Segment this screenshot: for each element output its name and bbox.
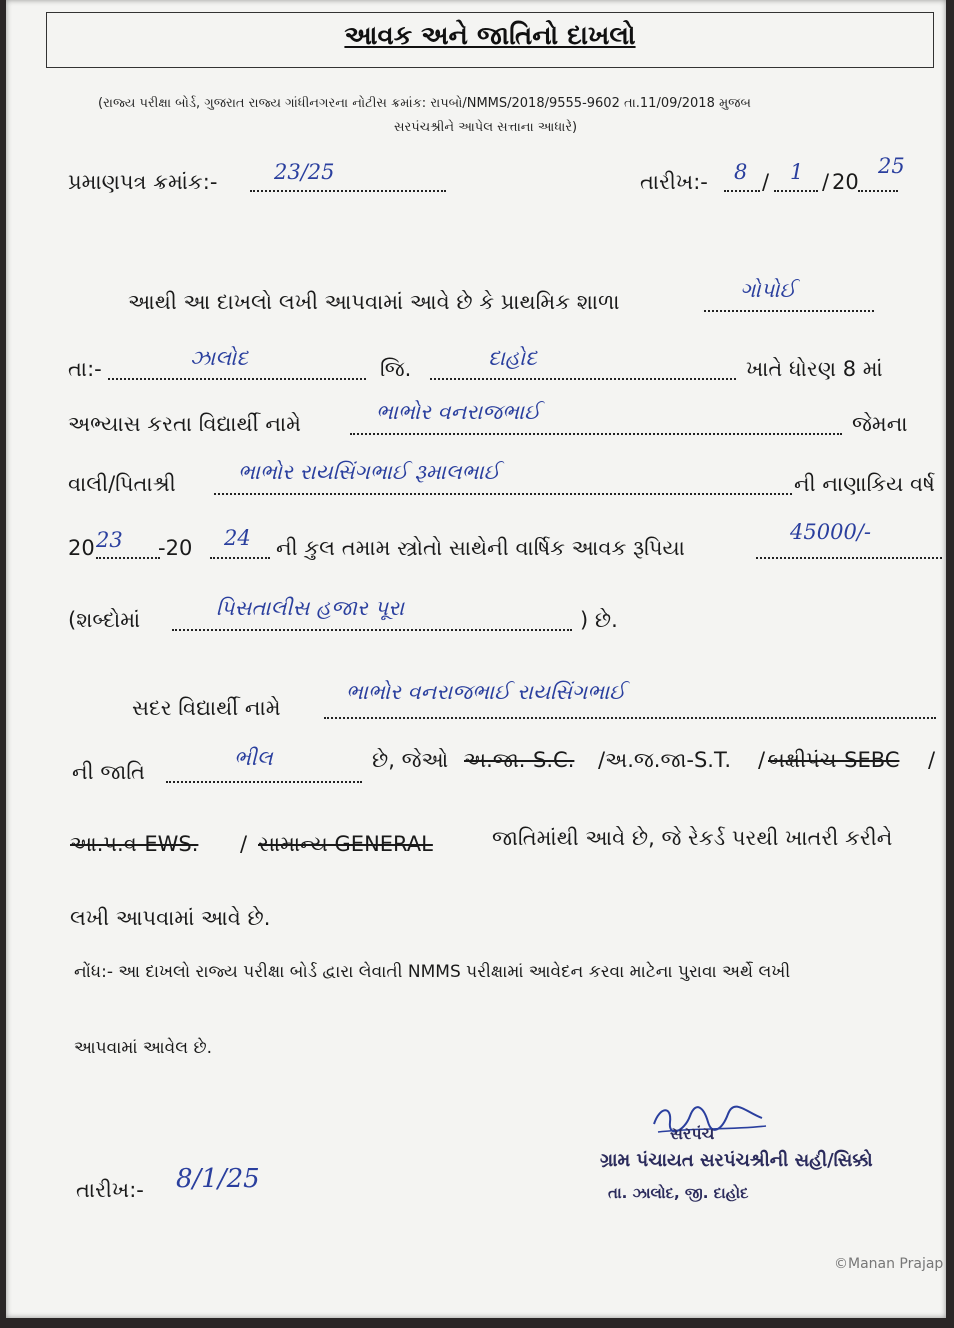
cert-number-dots [250,190,446,192]
income-words-dots [172,629,572,631]
income-words: પિસતાલીસ હજાર પૂરા [216,596,405,620]
district-dots [430,378,736,380]
year-prefix-1: 20 [68,536,95,560]
student-name: ભાભોર વનરાજભાઈ [376,400,541,424]
stamp-line-1: ગ્રામ પંચાયત સરપંચશ્રીની સહી/સિક્કો [600,1150,873,1171]
body-line-1: આથી આ દાખલો લખી આપવામાં આવે છે કે પ્રાથમિક શાળા [128,290,620,314]
body-line-4-tail: ની નાણાકિય વર્ષ [794,472,935,496]
category-st: /અ.જ.જા-S.T. [598,748,731,772]
school-dots [704,310,874,312]
taluka-label: તા:- [68,357,102,381]
year-2-dots [210,557,270,559]
cert-number-label: પ્રમાણપત્ર ક્રમાંક:- [68,170,218,194]
caste-label: ની જાતિ [72,760,145,784]
district-value: દાહોદ [488,346,537,370]
category-sc: અ.જા.-S.C. [464,748,575,772]
caste-dots [166,781,362,783]
body-line-10: લખી આપવામાં આવે છે. [70,906,271,930]
student-full-dots [324,717,936,719]
category-general: સામાન્ય GENERAL [258,832,433,856]
title-box [46,12,934,68]
body-line-9-tail: જાતિમાંથી આવે છે, જે રેકર્ડ પરથી ખાતરી કરીને [492,826,893,850]
note-line-2: આપવામાં આવેલ છે. [74,1038,212,1058]
body-line-8-che: છે, જેઓ [372,748,449,772]
body-line-7: સદર વિદ્યાર્થી નામે [132,696,281,720]
words-open: (શબ્દોમાં [68,608,141,632]
body-line-3-tail: જેમના [852,412,908,436]
stamp-title: સરપંચ [670,1124,715,1143]
date-label: તારીખ:- [640,170,708,194]
watermark: ©Manan Prajap [834,1256,944,1272]
certificate-page: આવક અને જાતિનો દાખલો (રાજ્ય પરીક્ષા બોર્ડ, ગુજરાત રાજ્ય ગાંધીનગરના નોટીસ ક્રમાંક: રાપબો/NMMS/2018/9555-9602 તા.11/09/2018 મુજબ સરપંચશ્રીને આપેલ સત્તાના આધારે) પ્રમાણપત્ર ક્રમાંક:- 23/25 તારીખ:- 8 / 1 / 20 25 આથી આ દાખલો લખી આપવામાં આવે છે કે પ્રાથમિક શાળા ગોપોઈ તા:- ઝાલોદ જિ. દાહોદ ખાતે ધોરણ 8 માં અભ્યાસ કરતા વિદ્યાર્થી નામે ભાભોર વનરાજભાઈ જેમના વાલી/પિતાશ્રી ભાભોર રાયસિંગભાઈ રૂમાલભાઈ ની નાણાકિય વર્ષ 20 23 -20 24 ની કુલ તમામ સ્ત્રોતો સાથેની વાર્ષિક આવક રૂપિયા 45000/- (શબ્દોમાં પિસતાલીસ હજાર પૂરા ) છે. સદર વિદ્યાર્થી નામે ભાભોર વનરાજભાઈ રાયસિંગભાઈ ની જાતિ ભીલ છે, જેઓ અ.જા.-S.C. /અ.જ.જા-S.T. / બક્ષીપંચ-SEBC / આ.પ.વ-EWS. / સામાન્ય GENERAL જાતિમાંથી આવે છે, જે રેકર્ડ પરથી ખાતરી કરીને લખી આપવામાં આવે છે. નોંધ:- આ દાખલો રાજ્ય પરીક્ષા બોર્ડ દ્વારા લેવાતી NMMS પરીક્ષામાં આવેદન કરવા માટેના પુરાવા અર્થે લખી આપવામાં આવેલ છે. તારીખ:- 8/1/25 સરપંચ ગ્રામ પંચાયત સરપંચશ્રીની સહી/સિક્કો તા. ઝાલોદ, જી. દાહોદ ©Manan Prajap [6,0,946,1318]
student-name-dots [350,433,842,435]
stamp-line-2: તા. ઝાલોદ, જી. દાહોદ [608,1184,749,1202]
guardian-name: ભાભોર રાયસિંગભાઈ રૂમાલભાઈ [238,460,500,484]
body-line-5: ની કુલ તમામ સ્ત્રોતો સાથેની વાર્ષિક આવક રૂપિયા [276,536,685,560]
category-sebc-prefix: / [758,748,766,772]
caste-value: ભીલ [234,746,273,770]
footer-date-value: 8/1/25 [176,1164,260,1194]
year-1-dots [96,557,160,559]
subtitle-line-2: સરપંચશ્રીને આપેલ સત્તાના આધારે) [394,120,578,135]
year-fill-1: 23 [96,528,123,552]
school-name: ગોપોઈ [740,278,796,302]
page-title: આવક અને જાતિનો દાખલો [344,21,636,51]
body-line-3: અભ્યાસ કરતા વિદ્યાર્થી નામે [68,412,301,436]
date-month-dots [774,190,818,192]
body-line-4: વાલી/પિતાશ્રી [68,472,176,496]
district-label: જિ. [380,357,412,381]
note-line-1: નોંધ:- આ દાખલો રાજ્ય પરીક્ષા બોર્ડ દ્વારા લેવાતી NMMS પરીક્ષામાં આવેદન કરવા માટેના પુરાવા અર્થે લખી [74,962,791,982]
guardian-dots [214,493,792,495]
taluka-value: ઝાલોદ [190,346,249,370]
date-day: 8 [734,160,748,184]
student-full-name: ભાભોર વનરાજભાઈ રાયસિંગભાઈ [346,680,626,704]
year-mid: -20 [158,536,193,560]
date-day-dots [724,190,760,192]
date-year-suffix: 25 [878,154,905,178]
date-year-prefix: 20 [832,170,859,194]
taluka-dots [108,378,366,380]
category-ews: આ.પ.વ-EWS. [70,832,199,856]
income-value: 45000/- [790,520,871,544]
date-month: 1 [790,160,804,184]
body-line-2-tail: ખાતે ધોરણ 8 માં [746,357,883,381]
income-dots [756,557,942,559]
subtitle-line-1: (રાજ્ય પરીક્ષા બોર્ડ, ગુજરાત રાજ્ય ગાંધીનગરના નોટીસ ક્રમાંક: રાપબો/NMMS/2018/9555-9602 તા.11/09/2018 મુજબ [98,96,751,111]
cert-number-value: 23/25 [274,160,335,184]
category-sebc: બક્ષીપંચ-SEBC [768,748,900,772]
date-year-dots [858,190,898,192]
category-sebc-suffix: / [928,748,936,772]
category-sep: / [240,832,248,856]
year-fill-2: 24 [224,526,251,550]
words-close: ) છે. [580,608,618,632]
footer-date-label: તારીખ:- [76,1178,144,1202]
